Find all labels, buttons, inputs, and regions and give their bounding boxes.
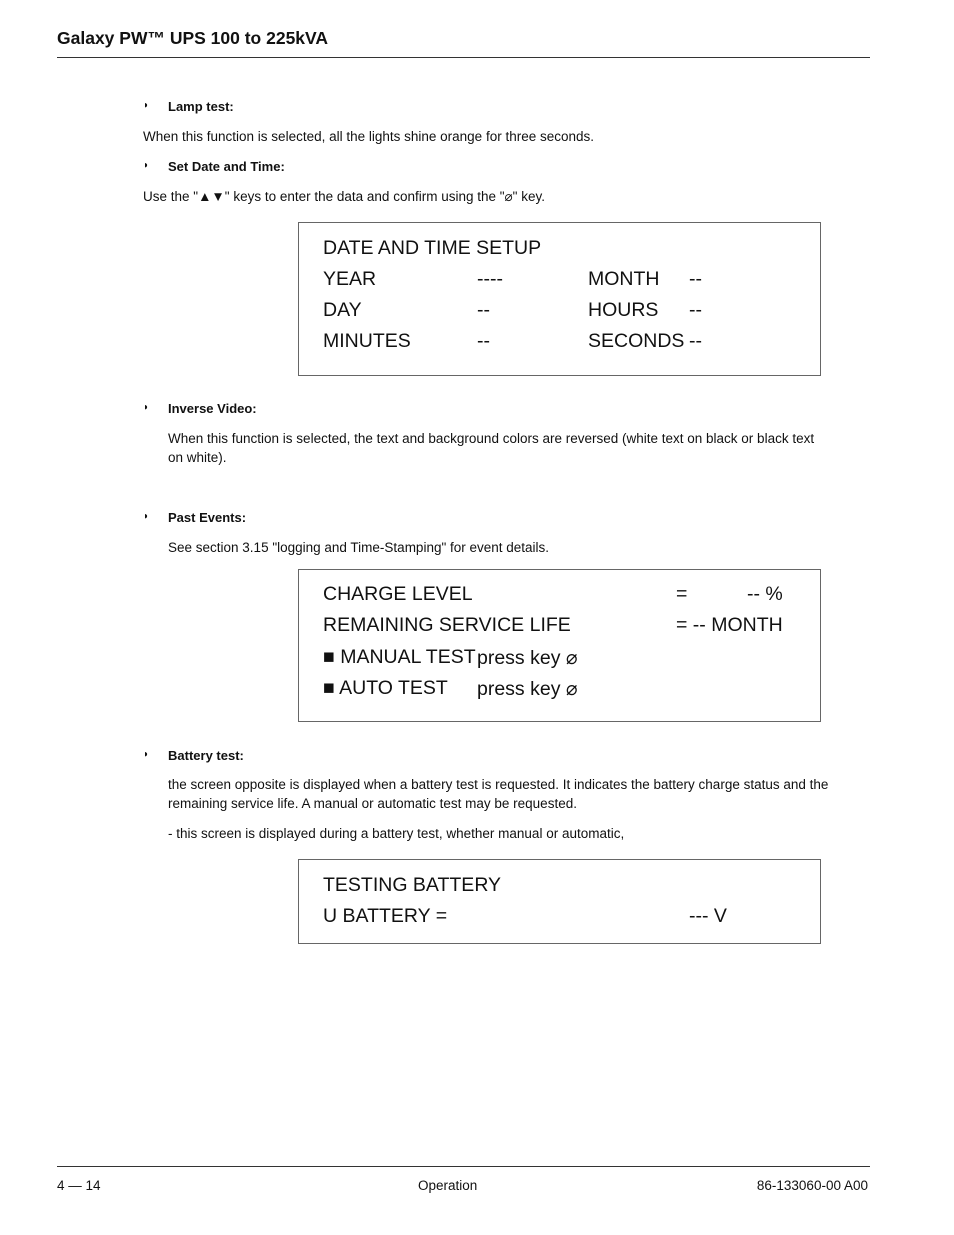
page-header-title: Galaxy PW™ UPS 100 to 225kVA (57, 28, 329, 48)
bullet-icon: ◗ (143, 511, 150, 522)
minutes-value: -- (477, 330, 490, 352)
battery-test-text: the screen opposite is displayed when a battery test is requested. It indicates the battery charge status and the remaining service life. A manual or automatic test may be requested. (168, 777, 829, 811)
set-date-heading: Set Date and Time: (168, 159, 285, 174)
manual-test-label: ■ MANUAL TEST (323, 646, 476, 668)
document-number: 86-133060-00 A00 (756, 1178, 868, 1193)
seconds-label: SECONDS (588, 330, 685, 352)
u-battery-label: U BATTERY = (323, 905, 448, 927)
lamp-test-heading: Lamp test: (168, 99, 234, 114)
lamp-test-text: When this function is selected, all the lights shine orange for three seconds. (143, 129, 595, 144)
bullet-icon: ◗ (143, 749, 150, 760)
bullet-icon: ◗ (143, 402, 150, 413)
testing-battery-title: TESTING BATTERY (323, 874, 502, 896)
past-events-text: See section 3.15 "logging and Time-Stamping" for event details. (168, 540, 550, 555)
testing-battery-screen (298, 859, 821, 944)
year-value: ---- (477, 268, 503, 290)
header-rule (57, 57, 870, 58)
hours-label: HOURS (588, 299, 659, 321)
set-date-text: Use the "▲▼" keys to enter the data and confirm using the "⌀" key. (143, 189, 545, 204)
year-label: YEAR (323, 268, 377, 290)
date-screen-title: DATE AND TIME SETUP (323, 237, 542, 259)
minutes-label: MINUTES (323, 330, 411, 352)
charge-level-value: -- % (747, 583, 783, 605)
u-battery-value: --- V (689, 905, 727, 927)
seconds-value: -- (689, 330, 702, 352)
battery-status-screen (298, 569, 821, 722)
day-value: -- (477, 299, 490, 321)
charge-level-label: CHARGE LEVEL (323, 583, 473, 605)
battery-test-note: - this screen is displayed during a battery test, whether manual or automatic, (168, 826, 625, 841)
auto-test-action: press key ⌀ (477, 678, 578, 700)
day-label: DAY (323, 299, 362, 321)
date-time-setup-screen (298, 222, 821, 376)
footer-rule (57, 1166, 870, 1167)
bullet-icon: ◗ (143, 160, 150, 171)
month-value: -- (689, 268, 702, 290)
service-life-value: = -- MONTH (676, 614, 783, 636)
page-number: 4 — 14 (57, 1178, 101, 1193)
bullet-icon: ◗ (143, 100, 150, 111)
hours-value: -- (689, 299, 702, 321)
past-events-heading: Past Events: (168, 510, 247, 525)
manual-test-action: press key ⌀ (477, 647, 578, 669)
footer-section: Operation (418, 1178, 478, 1193)
auto-test-label: ■ AUTO TEST (323, 677, 448, 699)
inverse-video-text: When this function is selected, the text and background colors are reversed (white text on black or black text on white). (168, 431, 815, 465)
month-label: MONTH (588, 268, 660, 290)
service-life-label: REMAINING SERVICE LIFE (323, 614, 571, 636)
charge-level-equals: = (676, 583, 688, 605)
battery-test-heading: Battery test: (168, 748, 244, 763)
inverse-video-heading: Inverse Video: (168, 401, 257, 416)
